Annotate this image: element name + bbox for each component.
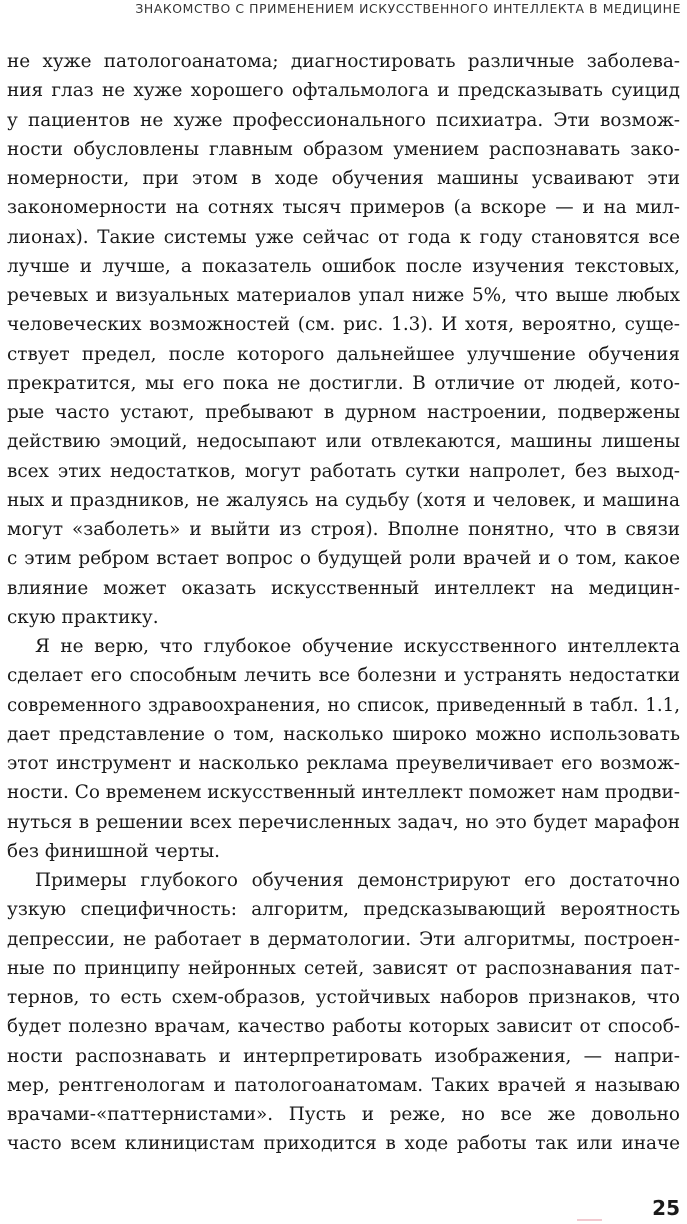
text-line: действию эмоций, недосыпают или отвлекаются, машины лишены — [7, 431, 680, 453]
text-line: человеческих возможностей (см. рис. 1.3). И хотя, вероятно, суще- — [7, 314, 680, 336]
text-line: прекратится, мы его пока не достигли. В отличие от людей, кото- — [7, 372, 680, 394]
text-line: нуться в решении всех перечисленных задач, но это будет марафон — [7, 811, 680, 833]
text-line: рые часто устают, пребывают в дурном настроении, подвержены — [7, 402, 680, 423]
text-line: ности распознавать и интерпретировать изображения, — напри- — [7, 1045, 680, 1067]
text-line: не хуже патологоанатома; диагностировать различные заболева- — [7, 51, 680, 72]
text-line: закономерности на сотнях тысяч примеров (а вскоре — и на мил- — [7, 197, 680, 219]
text-line: без финишной черты. — [7, 840, 221, 862]
text-line: дает представление о том, насколько широко можно использовать — [7, 723, 680, 745]
text-line: с этим ребром встает вопрос о будущей роли врачей и о том, какое — [7, 548, 680, 570]
text-line: Я не верю, что глубокое обучение искусственного интеллекта — [35, 636, 680, 657]
text-line: ные по принципу нейронных сетей, зависят от распознавания пат- — [7, 957, 680, 979]
text-line: врачами-«паттернистами». Пусть и реже, но все же довольно — [7, 1104, 680, 1125]
page-mark — [577, 1219, 602, 1221]
text-line: ности. Со временем искусственный интеллект поможет нам продви- — [7, 782, 680, 804]
text-line: Примеры глубокого обучения демонстрируют его достаточно — [35, 870, 680, 891]
body-text — [7, 47, 680, 1159]
text-line: современного здравоохранения, но список, приведенный в табл. 1.1, — [7, 694, 680, 716]
text-line: номерности, при этом в ходе обучения машины усваивают эти — [7, 168, 680, 189]
text-line: этот инструмент и насколько реклама преувеличивает его возмож- — [7, 753, 680, 774]
text-line: всех этих недостатков, могут работать сутки напролет, без выход- — [7, 460, 680, 482]
text-line: влияние может оказать искусственный интеллект на медицин- — [7, 577, 680, 599]
text-line: ности обусловлены главным образом умением распознавать зако- — [7, 138, 680, 160]
text-line: речевых и визуальных материалов упал ниже 5%, что выше любых — [7, 285, 680, 306]
text-line: часто всем клиницистам приходится в ходе работы так или иначе — [7, 1133, 680, 1155]
text-line: мер, рентгенологам и патологоанатомам. Таких врачей я называю — [7, 1074, 680, 1096]
text-line: узкую специфичность: алгоритм, предсказывающий вероятность — [7, 899, 680, 921]
text-line: могут «заболеть» и выйти из строя). Вполне понятно, что в связи — [7, 519, 680, 540]
text-line: ствует предел, после которого дальнейшее улучшение обучения — [7, 343, 680, 365]
text-line: лионах). Такие системы уже сейчас от года к году становятся все — [7, 226, 680, 248]
text-line: депрессии, не работает в дерматологии. Эти алгоритмы, построен- — [7, 928, 680, 950]
text-line: лучше и лучше, а показатель ошибок после изучения текстовых, — [7, 255, 680, 277]
text-line: у пациентов не хуже профессионального психиатра. Эти возмож- — [7, 109, 680, 131]
running-header: ЗНАКОМСТВО С ПРИМЕНЕНИЕМ ИСКУССТВЕННОГО ИНТЕЛЛЕКТА В МЕДИЦИНЕ — [135, 1, 681, 16]
text-line: скую практику. — [7, 606, 159, 628]
text-line: будет полезно врачам, качество работы которых зависит от способ- — [7, 1016, 680, 1038]
text-line: ния глаз не хуже хорошего офтальмолога и предсказывать суицид — [7, 80, 680, 102]
text-line: ных и праздников, не жалуясь на судьбу (хотя и человек, и машина — [7, 489, 680, 511]
text-line: тернов, то есть схем-образов, устойчивых наборов признаков, что — [7, 987, 680, 1008]
page-number: 25 — [652, 1196, 680, 1220]
text-line: сделает его способным лечить все болезни и устранять недостатки — [7, 665, 680, 687]
